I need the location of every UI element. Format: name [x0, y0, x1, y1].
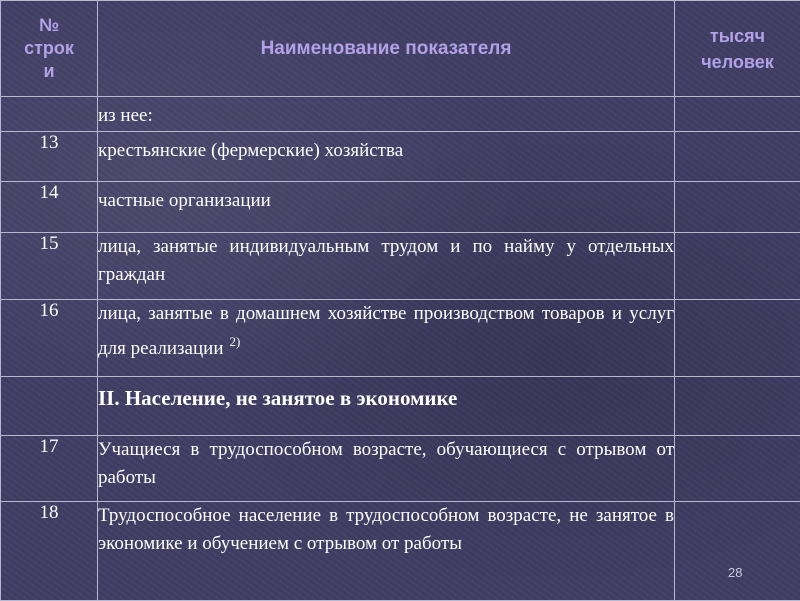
header-row-number: № строк и: [1, 1, 98, 97]
table-row: [1, 436, 800, 502]
table-row: [1, 502, 800, 601]
table-row: [1, 132, 800, 182]
table-row: [1, 182, 800, 233]
row-value: [675, 502, 800, 601]
header-thousand-people: тысяч человек: [675, 1, 800, 97]
row-number: [1, 97, 98, 132]
row-name: лица, занятые индивидуальным трудом и по найму у отдельных граждан: [98, 233, 675, 300]
page-number: 28: [728, 565, 758, 580]
table-row: [1, 300, 800, 377]
row-name: крестьянские (фермерские) хозяйства: [98, 132, 675, 182]
row-value: [675, 233, 800, 300]
row-name: из нее:: [98, 97, 675, 132]
row-number: 13: [1, 132, 98, 182]
row-number: 14: [1, 182, 98, 233]
footnote-mark: 2): [230, 334, 241, 349]
row-number: 18: [1, 502, 98, 601]
row-number: [1, 377, 98, 436]
row-value: [675, 436, 800, 502]
row-number: 16: [1, 300, 98, 377]
row-value: [675, 132, 800, 182]
table-row: [1, 233, 800, 300]
section-title: II. Население, не занятое в экономике: [98, 377, 675, 436]
table-header-row: [1, 1, 800, 97]
row-value: [675, 97, 800, 132]
table-row: [1, 97, 800, 132]
section-row: [1, 377, 800, 436]
header-indicator-name: Наименование показателя: [98, 1, 675, 97]
row-name: Трудоспособное население в трудоспособном возрасте, не занятое в экономике и обучением с отрывом от работы: [98, 502, 675, 601]
row-value: [675, 300, 800, 377]
row-value: [675, 377, 800, 436]
row-name: Учащиеся в трудоспособном возрасте, обучающиеся с отрывом от работы: [98, 436, 675, 502]
row-number: 17: [1, 436, 98, 502]
row-number: 15: [1, 233, 98, 300]
row-name-text: лица, занятые в домашнем хозяйстве производством товаров и услуг для реализации: [98, 303, 674, 359]
row-name: частные организации: [98, 182, 675, 233]
row-value: [675, 182, 800, 233]
row-name: [98, 300, 675, 377]
